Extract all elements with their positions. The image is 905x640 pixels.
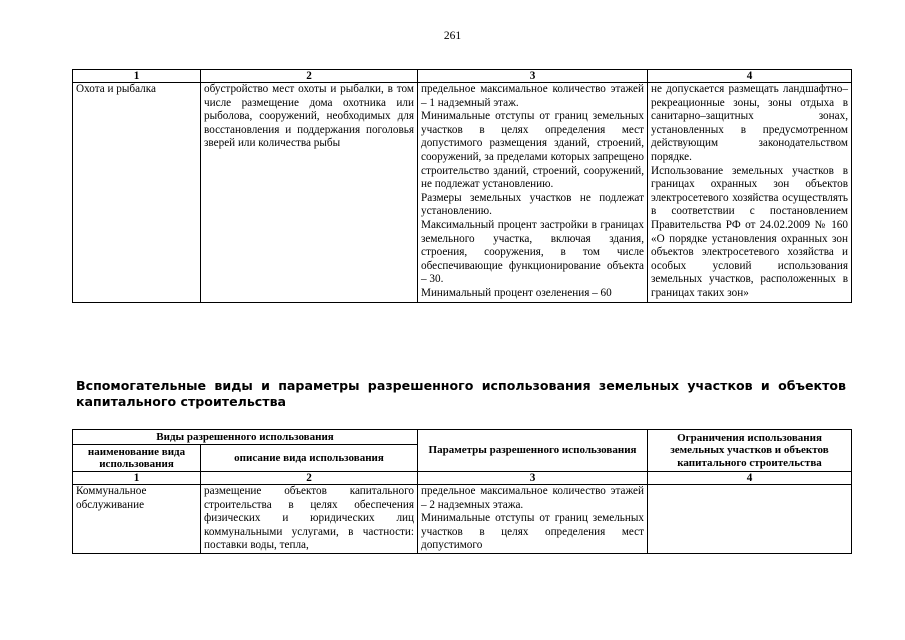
page-number: 261 bbox=[443, 30, 462, 42]
column-number: 2 bbox=[201, 70, 418, 83]
restrictions-cell bbox=[648, 485, 852, 554]
table-row bbox=[73, 485, 852, 554]
column-number: 4 bbox=[648, 472, 852, 485]
use-name-cell: Охота и рыбалка bbox=[73, 83, 201, 303]
use-name-cell: Коммунальное обслуживание bbox=[73, 485, 201, 554]
parameter-text: предельное максимальное количество этажей – 1 надземный этаж. bbox=[421, 83, 644, 109]
column-number: 4 bbox=[648, 70, 852, 83]
restrictions-cell bbox=[648, 83, 852, 303]
parameter-text: Минимальные отступы от границ земельных участков в целях определения мест допустимого bbox=[421, 512, 645, 552]
restriction-text: не допускается размещать ландшафтно–рекреационные зоны, зоны отдыха в санитарно–защитных зонах, установленных в предусмотренном действующим законодательством порядке. bbox=[651, 83, 848, 163]
column-number: 1 bbox=[73, 70, 201, 83]
restriction-text: Использование земельных участков в границах охранных зон объектов электросетевого хозяйства осуществлять в соответствии с постановлением Правительства РФ от 24.02.2009 № 160 «О порядке установления охранных зон объектов электросетевого хозяйства и особых условий использования земельных участков, расположенных в границах таких зон» bbox=[651, 164, 848, 299]
parameter-text: Максимальный процент застройки в границах земельного участка, включая здания, строения, сооружения, в том числе обеспечивающие функционирование объекта – 30. bbox=[421, 218, 644, 286]
column-numbers-row bbox=[73, 472, 852, 485]
header-parameters-cell: Параметры разрешенного использования bbox=[418, 430, 648, 472]
column-number: 2 bbox=[201, 472, 418, 485]
parameters-cell bbox=[418, 485, 648, 554]
header-restrictions-cell: Ограничения использования земельных участков и объектов капитального строительства bbox=[648, 430, 852, 472]
auxiliary-land-use-table bbox=[72, 429, 852, 554]
parameter-text: Размеры земельных участков не подлежат установлению. bbox=[421, 191, 644, 218]
header-group-cell: Виды разрешенного использования bbox=[73, 430, 418, 445]
use-description-cell: размещение объектов капитального строительства в целях обеспечения физических и юридических лиц коммунальными услугами, в частности: поставки воды, тепла, bbox=[201, 485, 418, 554]
header-name-cell: наименование вида использования bbox=[73, 445, 201, 472]
header-description-cell: описание вида использования bbox=[201, 445, 418, 472]
section-heading: Вспомогательные виды и параметры разрешенного использования земельных участков и объектов капитального строительства bbox=[76, 378, 846, 409]
land-use-table-main bbox=[72, 69, 852, 303]
column-number: 3 bbox=[418, 472, 648, 485]
column-numbers-row bbox=[73, 70, 852, 83]
column-number: 3 bbox=[418, 70, 648, 83]
parameters-cell bbox=[418, 83, 648, 303]
parameter-text: Минимальные отступы от границ земельных участков в целях определения мест допустимого размещения зданий, строений, сооружений, за пределами которых запрещено строительство зданий, строений, сооружений, не подлежат установлению. bbox=[421, 110, 644, 191]
use-description-cell: обустройство мест охоты и рыбалки, в том числе размещение дома охотника или рыболова, сооружений, необходимых для восстановления и поддержания поголовья зверей или количества рыбы bbox=[201, 83, 418, 303]
parameter-text: предельное максимальное количество этажей – 2 надземных этажа. bbox=[421, 485, 645, 511]
column-number: 1 bbox=[73, 472, 201, 485]
table-row bbox=[73, 83, 852, 303]
parameter-text: Минимальный процент озеленения – 60 bbox=[421, 286, 612, 299]
header-row bbox=[73, 430, 852, 445]
